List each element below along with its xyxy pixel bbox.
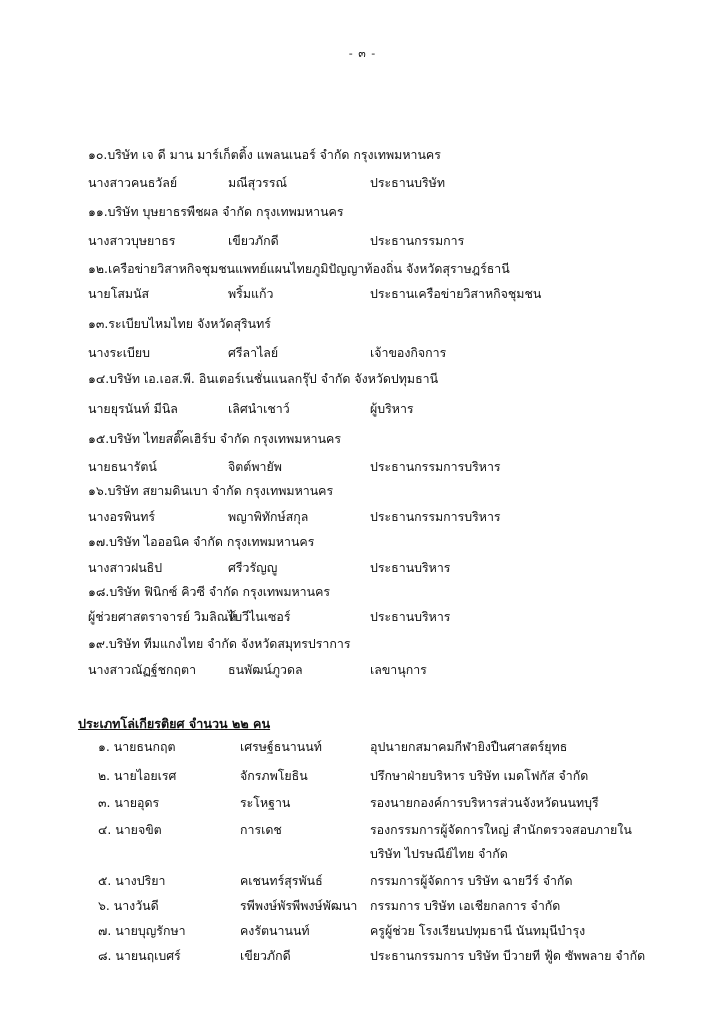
company-heading: ๑๙.บริษัท ทีมแกงไทย จำกัด จังหวัดสมุทรปราการ [88,636,351,651]
person-position: เจ้าของกิจการ [370,345,447,360]
member-last-name: การเดช [240,822,282,837]
member-position: อุปนายกสมาคมกีฬายิงปืนศาสตร์ยุทธ [370,739,568,754]
company-heading: ๑๖.บริษัท สยามดินเบา จำกัด กรุงเทพมหานคร [88,483,334,498]
person-position: ประธานบริหาร [370,560,451,575]
person-last-name: พริ้มแก้ว [228,286,274,301]
member-last-name: รพีพงษ์พัรพีพงษ์พัฒนา [240,898,358,913]
member-position: รองกรรมการผู้จัดการใหญ่ สำนักตรวจสอบภายใน [370,822,632,837]
person-last-name: พญาพิทักษ์สกุล [228,509,309,524]
member-position-continued: บริษัท ไปรษณีย์ไทย จำกัด [370,846,508,861]
person-last-name: ศรีลาไลย์ [228,345,279,360]
member-first-name: ๖. นางวันดี [98,898,159,913]
member-position: กรรมการ บริษัท เอเชียกลการ จำกัด [370,898,561,913]
person-position: ประธานบริษัท [370,175,446,190]
person-first-name: นางสาวฝนธิป [88,560,163,575]
person-position: ประธานกรรมการบริหาร [370,509,501,524]
page-number: - ๓ - [348,47,377,60]
member-last-name: คงรัตนานนท์ [240,923,310,938]
member-last-name: เขียวภักดี [240,948,291,963]
person-first-name: นายธนารัตน์ [88,459,157,474]
member-last-name: คเชนทร์สุรพันธ์ [240,873,323,888]
company-heading: ๑๓.ระเบียบไหมไทย จังหวัดสุรินทร์ [88,316,271,331]
person-position: ประธานบริหาร [370,609,451,624]
member-first-name: ๓. นายอุดร [98,795,160,810]
member-position: รองนายกองค์การบริหารส่วนจังหวัดนนทบุรี [370,795,599,810]
person-last-name: ธนพัฒน์ภูวดล [228,662,303,677]
member-first-name: ๗. นายบุญรักษา [98,923,186,938]
company-heading: ๑๗.บริษัท ไอออนิค จำกัด กรุงเทพมหานคร [88,534,315,549]
company-heading: ๑๘.บริษัท ฟินิกซ์ คิวซี จำกัด กรุงเทพมหานคร [88,584,331,599]
member-last-name: จักรภพโยธิน [240,768,308,783]
member-first-name: ๔. นายจขิต [98,822,162,837]
member-position: ปรึกษาฝ่ายบริหาร บริษัท เมดโฟกัส จำกัด [370,768,589,783]
member-last-name: ระโหฐาน [240,795,291,810]
person-last-name: จิตต์พายัพ [228,459,282,474]
company-heading: ๑๒.เครือข่ายวิสาหกิจชุมชนแพทย์แผนไทยภูมิปัญญาท้องถิ่น จังหวัดสุราษฎร์ธานี [88,261,510,276]
person-first-name: นางอรพินทร์ [88,509,156,524]
person-last-name: เลิศนำเชาว์ [228,401,290,416]
person-first-name: ผู้ช่วยศาสตราจารย์ วิมลิณห์ [88,609,237,624]
person-first-name: นางสาวณัฏฐ์ชกฤตา [88,662,197,677]
member-position: กรรมการผู้จัดการ บริษัท ฉายวีร์ จำกัด [370,873,573,888]
member-position: ประธานกรรมการ บริษัท บีวายที ฟู้ด ซัพพลาย จำกัด [370,948,646,963]
person-first-name: นางระเบียบ [88,345,151,360]
member-first-name: ๒. นายไอยเรศ [98,768,177,783]
company-heading: ๑๕.บริษัท ไทยสติ๊คเฮิร์บ จำกัด กรุงเทพมหานคร [88,431,341,446]
person-last-name: เขียวภักดี [228,233,279,248]
person-last-name: ไบวีไนเซอร์ [228,609,291,624]
member-first-name: ๕. นางปริยา [98,873,166,888]
person-position: ประธานกรรมการ [370,233,465,248]
person-position: เลขานุการ [370,662,427,677]
company-heading: ๑๐.บริษัท เจ ดี มาน มาร์เก็ตติ้ง แพลนเนอร์ จำกัด กรุงเทพมหานคร [88,147,441,162]
person-position: ประธานเครือข่ายวิสาหกิจชุมชน [370,286,542,301]
company-heading: ๑๑.บริษัท บุษยาธรพืชผล จำกัด กรุงเทพมหานคร [88,204,344,219]
person-last-name: มณีสุวรรณ์ [228,175,287,190]
person-position: ประธานกรรมการบริหาร [370,459,501,474]
person-first-name: นางสาวคนธวัลย์ [88,175,178,190]
member-first-name: ๘. นายนฤเบศร์ [98,948,181,963]
person-last-name: ศรีวรัญญู [228,560,278,575]
person-first-name: นางสาวบุษยาธร [88,233,176,248]
member-first-name: ๑. นายธนกฤต [98,739,176,754]
person-position: ผู้บริหาร [370,401,414,416]
section-heading: ประเภทโล่เกียรติยศ จำนวน ๒๒ คน [78,716,271,731]
member-position: ครูผู้ช่วย โรงเรียนปทุมธานี นันทมุนีบำรุง [370,923,586,938]
member-last-name: เศรษฐ์ธนานนท์ [240,739,322,754]
person-first-name: นายยุรนันท์ มีนิล [88,401,178,416]
company-heading: ๑๔.บริษัท เอ.เอส.พี. อินเตอร์เนชั่นแนลกรุ๊ป จำกัด จังหวัดปทุมธานี [88,371,439,386]
person-first-name: นายโสมนัส [88,286,150,301]
